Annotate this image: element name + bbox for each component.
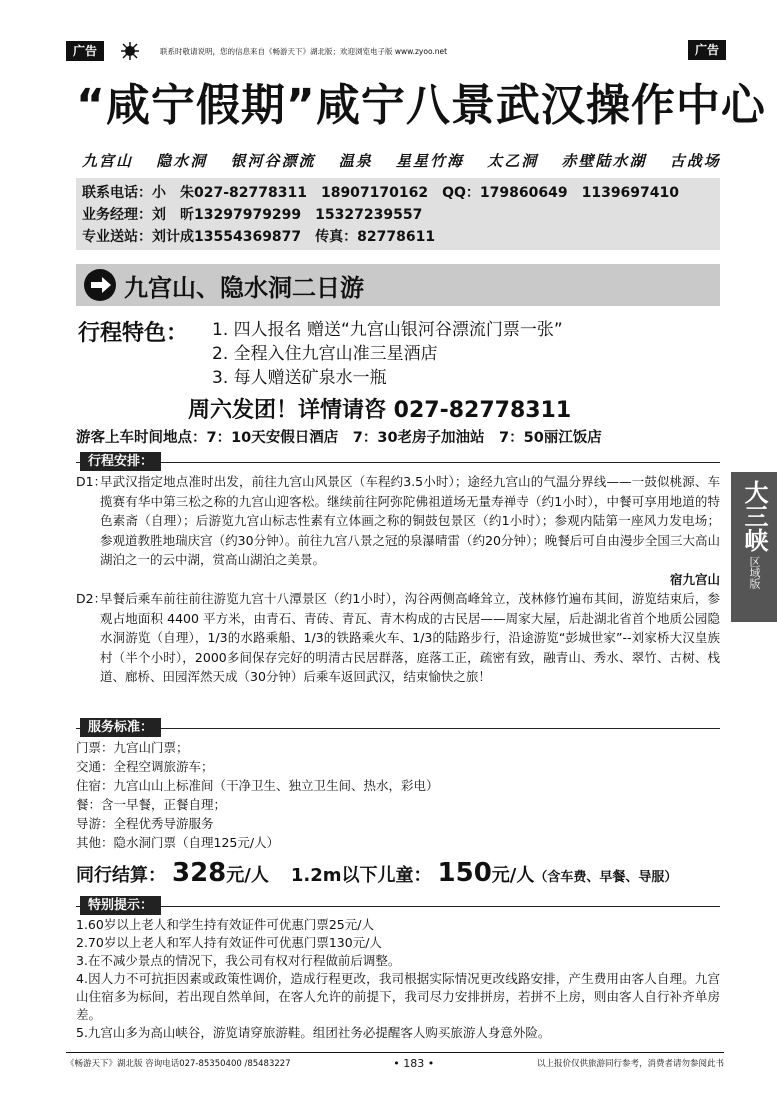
spot-item: 隐水洞	[156, 152, 208, 170]
service-line: 门票：九宫山门票；	[76, 740, 189, 755]
feature-item: 2. 全程入住九宫山准三星酒店	[212, 344, 438, 364]
spot-item: 赤壁陆水湖	[561, 152, 647, 170]
side-tab-sub: 区域版	[748, 556, 761, 589]
tip-item: 1.60岁以上老人和学生持有效证件可优惠门票25元/人	[76, 917, 374, 932]
pickup-note: 游客上车时间地点：7：10天安假日酒店 7：30老房子加油站 7：50丽江饭店	[76, 430, 602, 446]
contact-block	[76, 178, 720, 250]
tips-tag: 特别提示：	[80, 896, 161, 915]
top-bar	[66, 40, 726, 62]
tip-item: 5.九宫山多为高山峡谷，游览请穿旅游鞋。组团社务必提醒客人购买旅游人身意外险。	[76, 1025, 551, 1040]
contact-line-delivery: 专业送站：刘计成13554369877 传真：82778611	[82, 229, 436, 245]
tips-list	[76, 916, 720, 1042]
tip-item: 4.因人力不可抗拒因素或政策性调价，造成行程更改，我司根据实际情况更改线路安排，产生费用由客人自理。九宫山住宿多为标间，若出现自然单间，在客人允许的前提下，我司尽力安排拼房，若拼不上房，则由客人自行补齐单房差。	[76, 971, 720, 1022]
page-number: • 183 •	[393, 1057, 435, 1070]
route-title-bar	[76, 264, 720, 306]
top-slogan: 联系时敬请说明，您的信息来自《畅游天下》湖北版；欢迎浏览电子版 www.zyoo.net	[160, 46, 448, 56]
itinerary-rule	[76, 462, 720, 463]
contact-line-manager: 业务经理：刘 昕13297979299 15327239557	[82, 207, 423, 223]
page-footer	[66, 1052, 724, 1070]
day-2-text: 早餐后乘车前往前往游览九宫十八潭景区（约1小时），沟谷两侧高峰耸立，茂林修竹遍布其间，游览结束后，参观占地面积 4400 平方米，由青石、青砖、青瓦、青木构成的古民居——周家大屋，后赴湖北省首个地质公园隐水洞游览（自理），1/3的水路乘船、1/3的铁路乘火车、1/3的陆路步行，沿途游览“彭城世家”--刘家桥大汉皇族村（半个小时），2000多间保存完好的明清古民居群落，庭落工正，疏密有致，融青山、秀水、翠竹、古树、栈道、廊桥、田园浑然天成（30分钟）后乘车返回武汉，结束愉快之旅！	[100, 591, 720, 684]
service-line: 其他：隐水洞门票（自理125元/人）	[76, 835, 280, 850]
arrow-right-icon	[84, 269, 116, 301]
day-1-stay: 宿九宫山	[669, 571, 720, 587]
service-tag: 服务标准：	[80, 718, 161, 737]
departure-note: 周六发团！详情请咨 027-82778311	[188, 398, 572, 423]
day-label: D2：	[76, 591, 107, 606]
spot-item: 九宫山	[82, 152, 134, 170]
tip-item: 2.70岁以上老人和军人持有效证件可优惠门票130元/人	[76, 935, 382, 950]
side-tab	[731, 472, 777, 622]
day-2	[76, 589, 720, 687]
banner	[66, 66, 766, 148]
service-rule	[76, 728, 720, 729]
service-line: 餐：含一早餐，正餐自理；	[76, 797, 227, 812]
spot-item: 古战场	[669, 152, 721, 170]
spots-list	[82, 150, 722, 171]
service-list	[76, 738, 716, 852]
spot-item: 星星竹海	[396, 152, 465, 170]
feature-item: 3. 每人赠送矿泉水一瓶	[212, 368, 387, 388]
child-price: 150	[437, 858, 492, 888]
ad-label-left: 广告	[66, 41, 104, 61]
service-line: 交通：全程空调旅游车；	[76, 759, 214, 774]
child-price-unit: 元/人	[491, 865, 535, 886]
contact-line-phone: 联系电话：小 朱027-82778311 18907170162 QQ：179860649 1139697410	[82, 185, 680, 201]
features-list	[212, 318, 563, 390]
day-1	[76, 472, 720, 589]
spot-item: 太乙洞	[487, 152, 539, 170]
tips-rule	[76, 906, 720, 907]
child-price-label: 1.2m以下儿童：	[290, 865, 432, 886]
route-title: 九宫山、隐水洞二日游	[124, 273, 364, 302]
footer-right: 以上报价仅供旅游同行参考，消费者请勿参阅此书	[536, 1059, 724, 1069]
adult-price: 328	[172, 858, 227, 888]
service-line: 导游：全程优秀导游服务	[76, 816, 214, 831]
tip-item: 3.在不减少景点的情况下，我公司有权对行程做前后调整。	[76, 953, 401, 968]
spot-item: 银河谷漂流	[230, 152, 316, 170]
itinerary-tag: 行程安排：	[80, 452, 161, 471]
day-1-text: 早武汉指定地点准时出发，前往九宫山风景区（车程约3.5小时）；途经九宫山的气温分界线——一鼓似桃源、车揽赛有华中第三松之称的九宫山迎客松。继续前往阿弥陀佛祖道场无量寿禅寺（约1小时），中餐可享用地道的特色素斋（自理）；后游览九宫山标志性素有立体画之称的铜鼓包景区（约1小时）；参观内陆第一座风力发电场；参观道教胜地瑞庆宫（约30分钟）。前往九宫八景之冠的泉瀑晴雷（约20分钟）；晚餐后可自由漫步全国三大高山湖泊之一的云中湖，赏高山湖泊之美景。	[100, 474, 720, 567]
side-tab-title: 大三峡	[740, 480, 768, 552]
footer-left: 《畅游天下》湖北版 咨询电话027-85350400 /85483227	[66, 1059, 291, 1069]
price-unit: 元/人	[226, 865, 269, 886]
service-line: 住宿：九宫山山上标准间（干净卫生、独立卫生间、热水，彩电）	[76, 778, 439, 793]
ad-label-right: 广告	[688, 40, 726, 60]
price-line	[76, 858, 677, 888]
spot-item: 温泉	[338, 152, 373, 170]
feature-item: 1. 四人报名 赠送“九宫山银河谷漂流门票一张”	[212, 320, 563, 340]
day-label: D1：	[76, 474, 107, 489]
child-price-note: （含车费、早餐、导服）	[534, 870, 678, 885]
price-label: 同行结算：	[76, 865, 166, 886]
banner-title: “咸宁假期”咸宁八景武汉操作中心	[76, 80, 766, 131]
features-label: 行程特色：	[78, 321, 189, 346]
itinerary	[76, 472, 720, 687]
magazine-logo-icon	[110, 40, 150, 62]
